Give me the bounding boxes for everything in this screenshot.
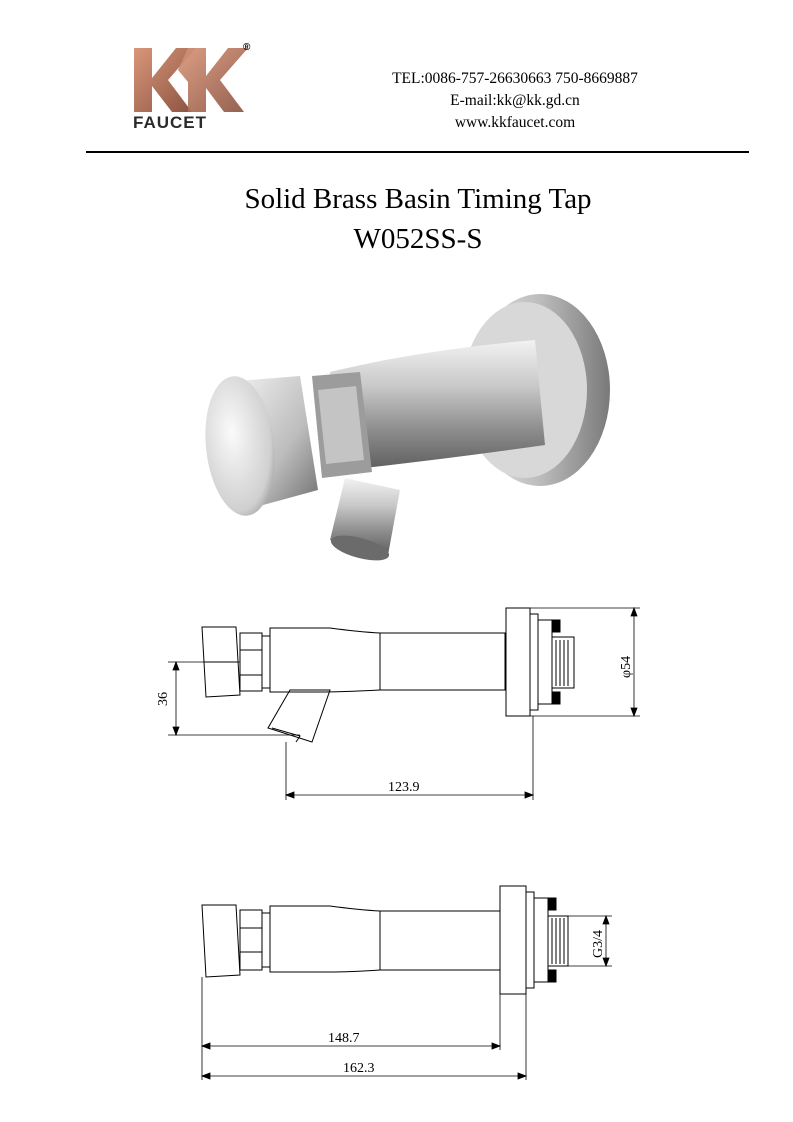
website: www.kkfaucet.com xyxy=(454,114,576,131)
dim-height-label: 36 xyxy=(156,692,171,706)
dim-inner-length-label: 148.7 xyxy=(328,1031,360,1046)
top-view-drawing xyxy=(202,886,568,994)
dim-length-label: 123.9 xyxy=(388,780,420,795)
dim-thread-label: G3/4 xyxy=(591,930,606,958)
brand-name: FAUCET xyxy=(133,113,207,132)
email: E-mail:kk@kk.gd.cn xyxy=(450,92,580,109)
top-view-dimensions xyxy=(202,916,612,1080)
side-view-drawing xyxy=(202,608,574,742)
registered-mark: ® xyxy=(243,42,251,53)
product-model: W052SS-S xyxy=(353,223,483,255)
product-title: Solid Brass Basin Timing Tap xyxy=(244,183,592,215)
telephone: TEL:0086-757-26630663 750-8669887 xyxy=(392,70,638,87)
dim-diameter-label: φ54 xyxy=(619,655,634,678)
dim-total-length-label: 162.3 xyxy=(343,1061,375,1076)
